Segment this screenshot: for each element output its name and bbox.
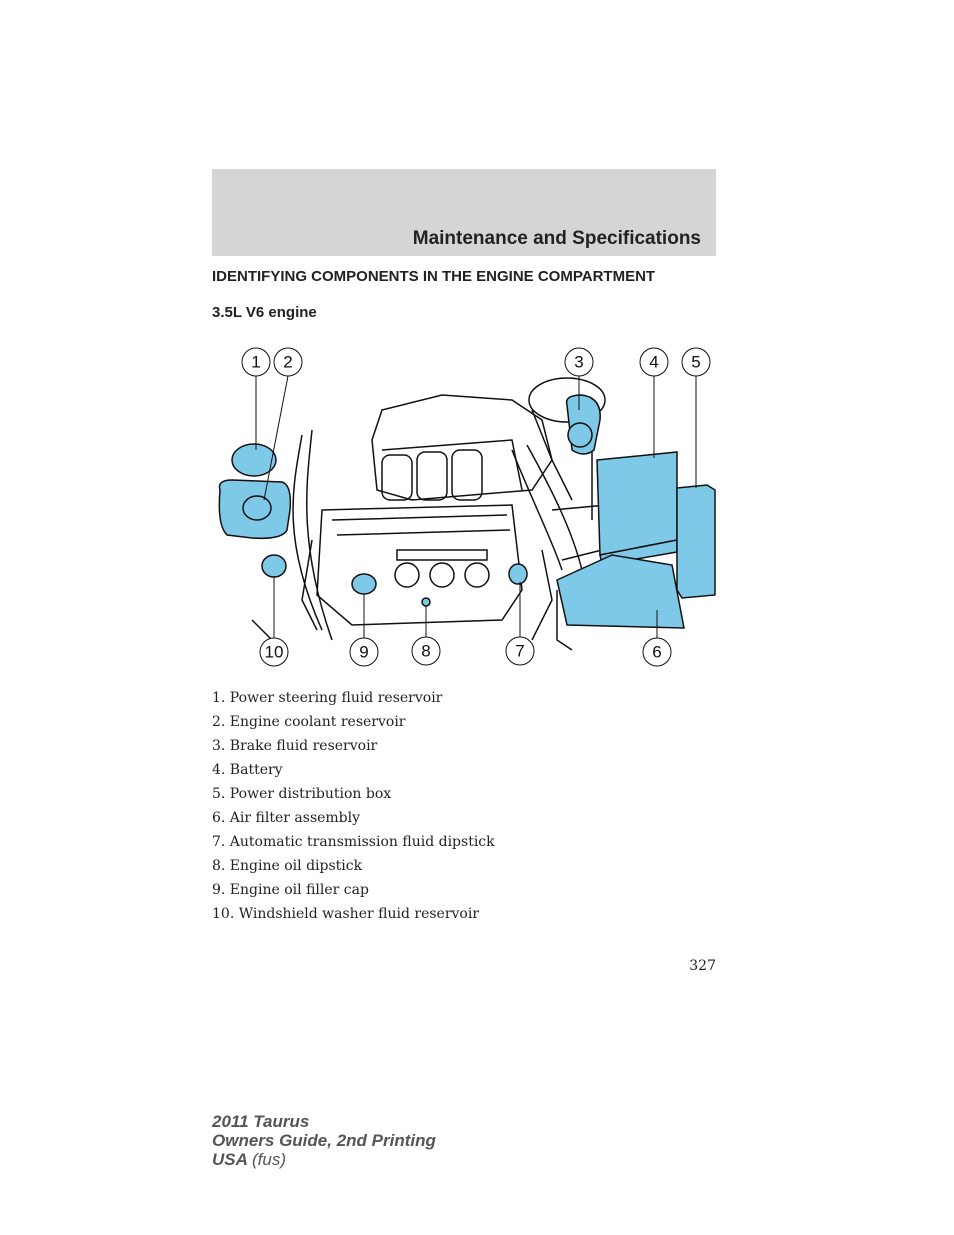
legend-item: 6. Air filter assembly [212,810,361,826]
page-heading: IDENTIFYING COMPONENTS IN THE ENGINE COMPARTMENT [212,268,656,285]
callout-4: 4 [649,352,659,372]
callout-5: 5 [691,352,701,372]
footer [212,1112,436,1169]
page-number: 327 [689,958,716,974]
legend-item: 1. Power steering fluid reservoir [212,690,443,706]
footer-market [212,1150,436,1169]
footer-model: 2011 Taurus [212,1112,310,1131]
legend-item: 4. Battery [212,762,283,778]
power-distribution-box-shape [677,485,715,598]
header-band [212,169,716,256]
oil-dipstick-shape [422,598,430,606]
legend-item: 7. Automatic transmission fluid dipstick [212,834,495,850]
oil-filler-cap-shape [352,574,376,594]
callout-7: 7 [515,641,525,661]
footer-guide-edition: Owners Guide, 2nd Printing [212,1131,436,1150]
legend-item: 2. Engine coolant reservoir [212,714,406,730]
engine-line-art [252,378,607,650]
washer-reservoir-shape [262,555,286,577]
engine-compartment-diagram [212,340,720,670]
callout-10: 10 [264,642,284,662]
air-filter-assembly-shape [557,555,684,628]
component-legend [212,688,495,928]
legend-item: 9. Engine oil filler cap [212,882,369,898]
callout-3: 3 [574,352,584,372]
callout-8: 8 [421,641,431,661]
section-title: Maintenance and Specifications [412,228,701,249]
callout-9: 9 [359,642,369,662]
transmission-dipstick-shape [509,564,527,584]
legend-item: 10. Windshield washer fluid reservoir [212,906,480,922]
callout-1: 1 [251,352,261,372]
callout-6: 6 [652,642,662,662]
legend-item: 5. Power distribution box [212,786,392,802]
callout-2: 2 [283,352,293,372]
battery-shape [597,452,677,555]
legend-item: 3. Brake fluid reservoir [212,738,378,754]
footer-market-name: USA [212,1150,248,1169]
footer-market-code: (fus) [252,1150,286,1169]
engine-subheading: 3.5L V6 engine [212,304,317,321]
legend-item: 8. Engine oil dipstick [212,858,363,874]
